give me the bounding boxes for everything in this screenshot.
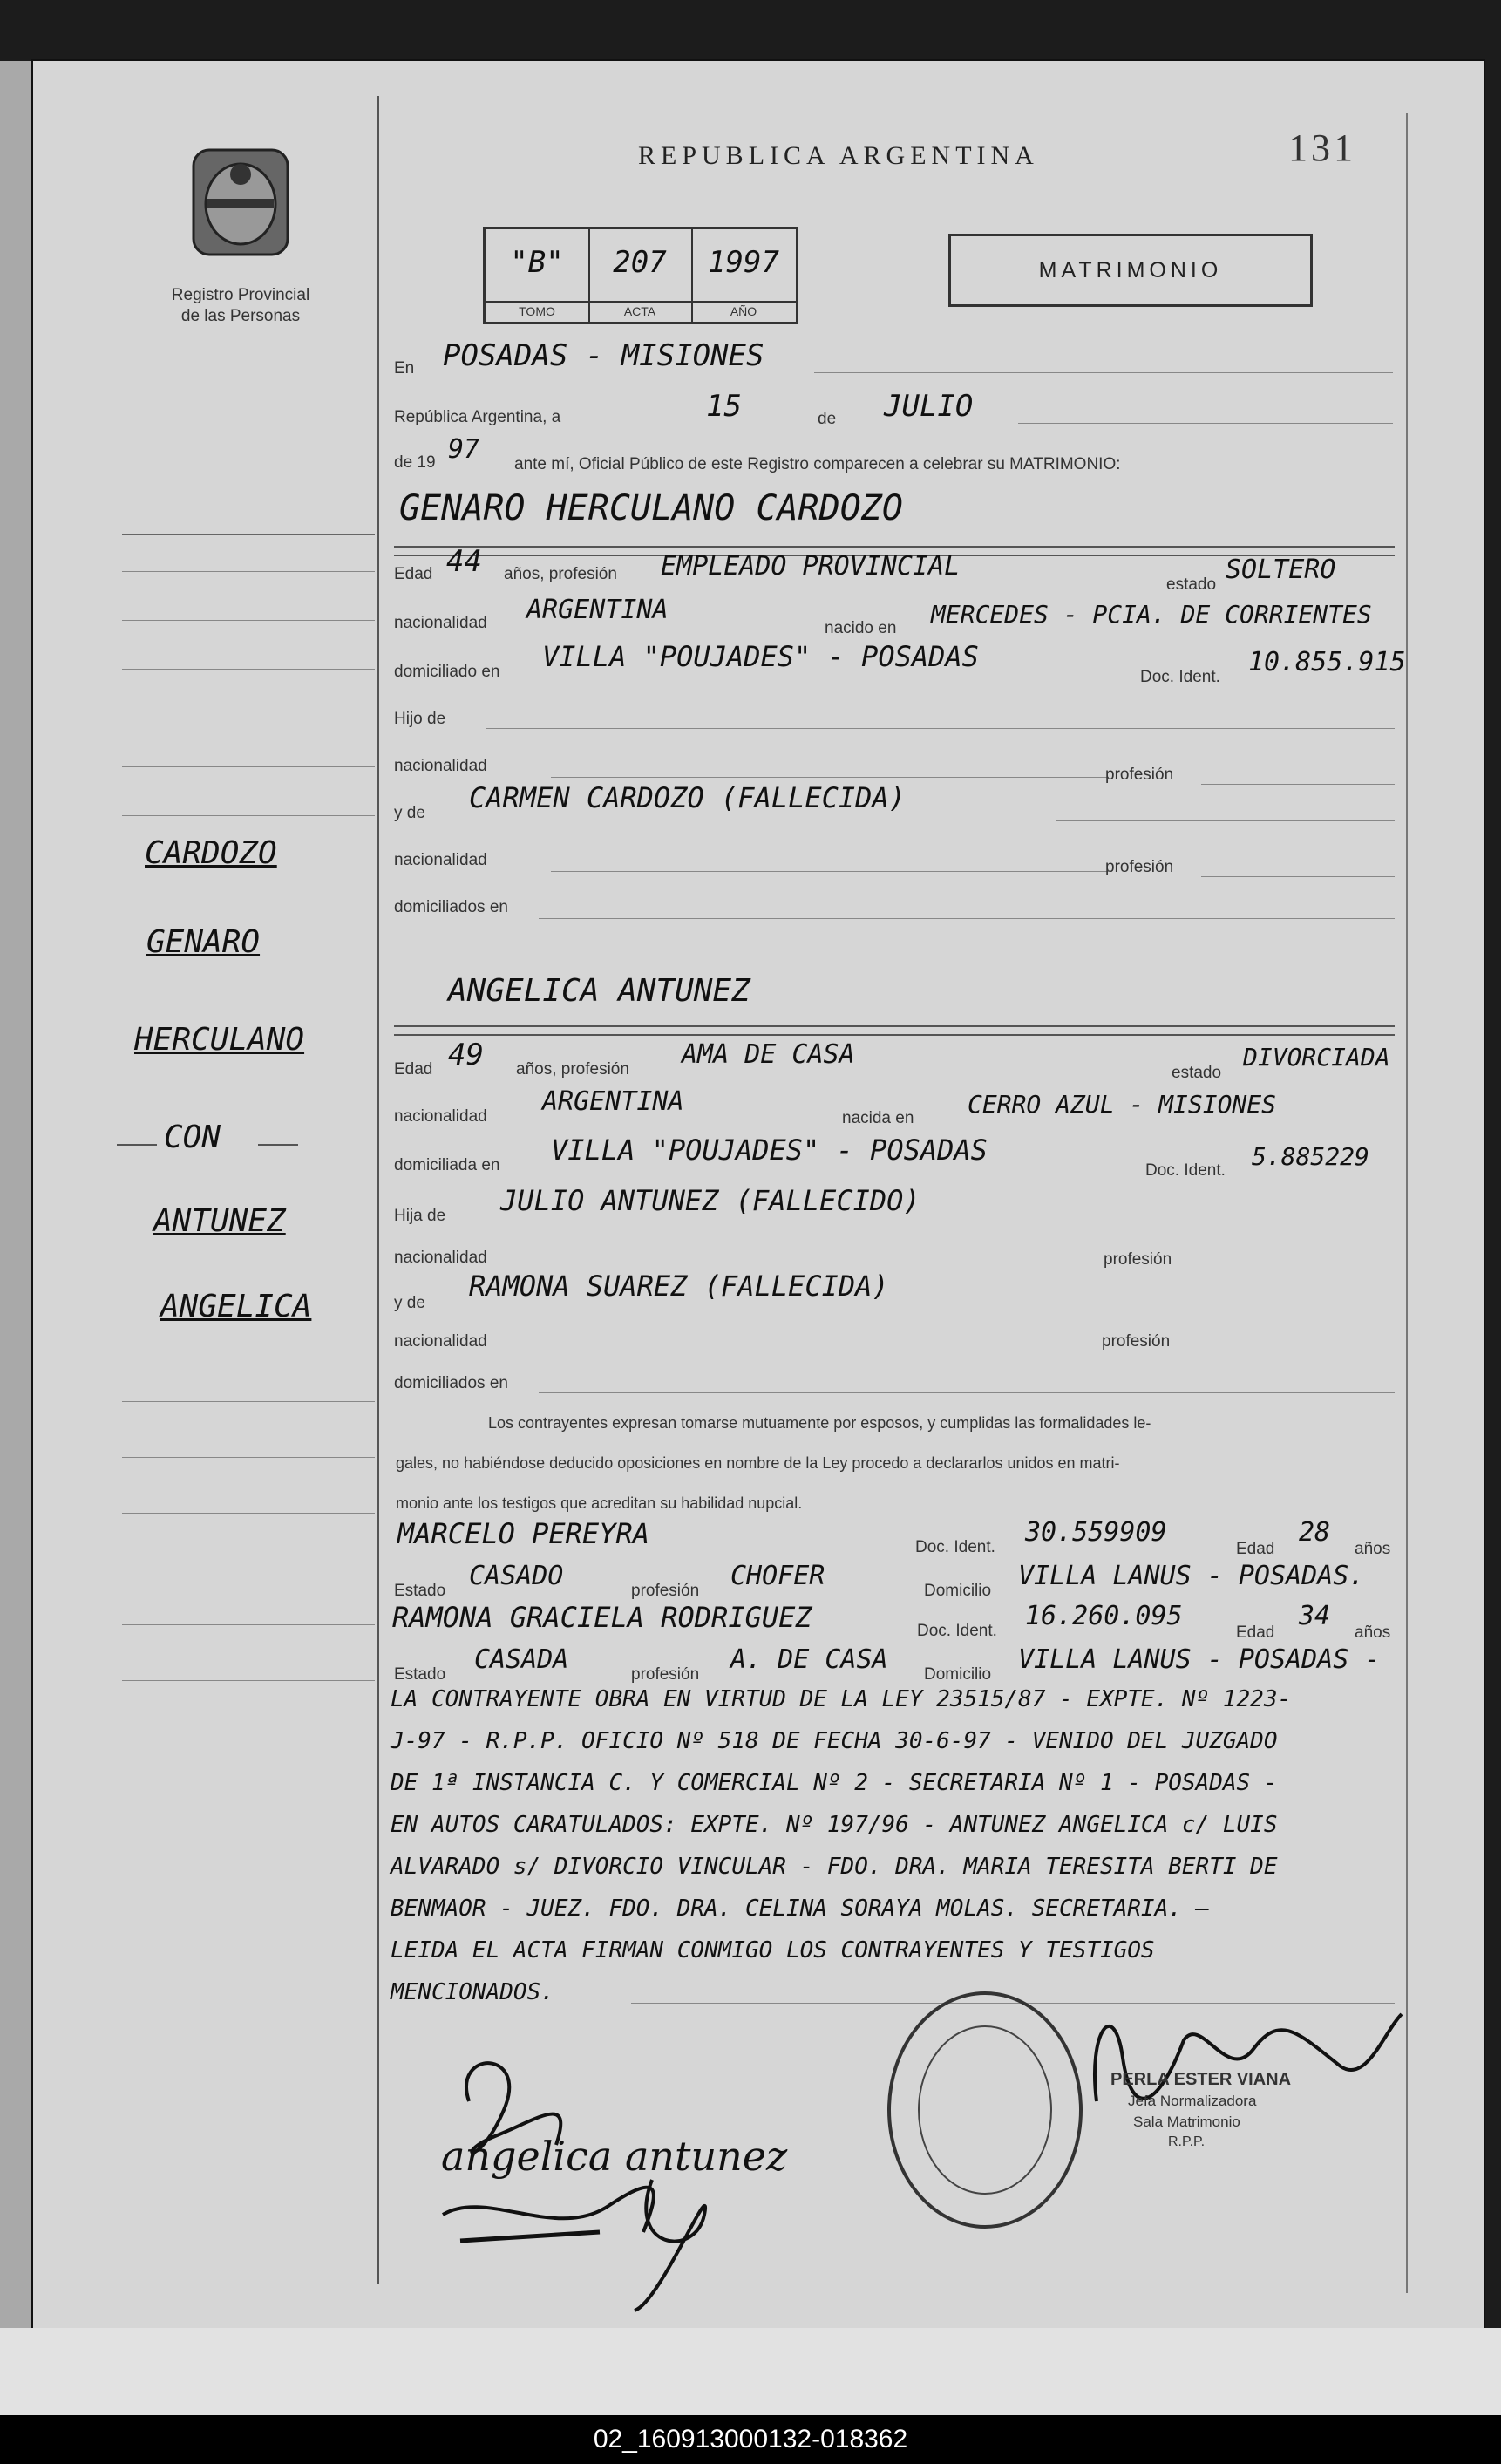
tomo-acta-ano-box: [483, 227, 798, 324]
groom-nac-label: nacionalidad: [394, 614, 487, 632]
witness2-marital: CASADA: [474, 1644, 569, 1675]
registry-seal-icon: [887, 1991, 1083, 2229]
groom-nac3-label: nacionalidad: [394, 851, 487, 869]
bride-doc-label: Doc. Ident.: [1145, 1161, 1226, 1180]
bride-nacida-label: nacida en: [842, 1109, 914, 1127]
scan-bottom-strip: [0, 2328, 1501, 2415]
witness1-doc-label: Doc. Ident.: [915, 1538, 995, 1556]
bride-edad-label: Edad: [394, 1060, 433, 1079]
groom-doms-label: domiciliados en: [394, 898, 508, 916]
witness2-profession: A. DE CASA: [730, 1644, 888, 1675]
record-type: MATRIMONIO: [1038, 257, 1223, 282]
groom-name: GENARO HERCULANO CARDOZO: [399, 488, 903, 528]
witness1-dom-label: Domicilio: [924, 1582, 992, 1600]
bride-nac2-label: nacionalidad: [394, 1249, 487, 1267]
bride-profession: AMA DE CASA: [682, 1039, 855, 1070]
bride-dom-label: domiciliada en: [394, 1156, 500, 1174]
bride-estado-label: estado: [1172, 1064, 1222, 1082]
official-name: PERLA ESTER VIANA: [1110, 2070, 1292, 2089]
note-line-6: BENMAOR - JUEZ. FDO. DRA. CELINA SORAYA MOLAS. SECRETARIA. —: [391, 1896, 1210, 1922]
ano-label: AÑO: [691, 301, 796, 318]
country-title: REPUBLICA ARGENTINA: [638, 141, 1039, 170]
tomo-cell: [486, 229, 590, 322]
note-line-4: EN AUTOS CARATULADOS: EXPTE. Nº 197/96 - ANTUNEZ ANGELICA c/ LUIS: [391, 1812, 1278, 1838]
groom-dom-label: domiciliado en: [394, 663, 500, 681]
official-title-2: Sala Matrimonio: [1133, 2113, 1240, 2130]
margin-name-2: GENARO: [146, 924, 261, 960]
groom-nationality: ARGENTINA: [526, 595, 669, 625]
register-page: [33, 61, 1484, 2328]
registry-name-line2: de las Personas: [180, 307, 301, 325]
groom-anos-prof-label: años, profesión: [504, 565, 617, 583]
bride-nac-label: nacionalidad: [394, 1107, 487, 1126]
groom-yde-label: y de: [394, 804, 425, 822]
bride-signature: angelica antunez: [441, 2133, 788, 2180]
bride-father: JULIO ANTUNEZ (FALLECIDO): [500, 1184, 920, 1217]
witness1-anos-label: años: [1355, 1540, 1391, 1558]
page-number: 131: [1288, 126, 1356, 169]
groom-birthplace: MERCEDES - PCIA. DE CORRIENTES: [931, 600, 1372, 629]
official-title-3: R.P.P.: [1168, 2134, 1206, 2149]
groom-nac2-label: nacionalidad: [394, 757, 487, 775]
declaration-line-3: monio ante los testigos que acreditan su habilidad nupcial.: [396, 1494, 803, 1512]
witness2-age: 34: [1299, 1601, 1331, 1631]
bride-age: 49: [448, 1038, 484, 1072]
right-rule: [1406, 113, 1408, 2293]
groom-age: 44: [446, 544, 482, 579]
groom-mother: CARMEN CARDOZO (FALLECIDA): [469, 781, 906, 814]
groom-profession: EMPLEADO PROVINCIAL: [661, 551, 961, 582]
groom-marital: SOLTERO: [1226, 555, 1336, 585]
note-line-5: ALVARADO s/ DIVORCIO VINCULAR - FDO. DRA. MARIA TERESITA BERTI DE: [391, 1854, 1278, 1880]
witness1-estado-label: Estado: [394, 1582, 446, 1600]
note-line-8: MENCIONADOS.: [391, 1979, 554, 2005]
day: 15: [706, 389, 742, 424]
de-label: de: [818, 410, 837, 428]
witness2-prof-label: profesión: [631, 1665, 700, 1684]
groom-hijo-label: Hijo de: [394, 710, 446, 728]
registry-name-line1: Registro Provincial: [171, 286, 310, 304]
witness1-edad-label: Edad: [1236, 1540, 1275, 1558]
note-line-3: DE 1ª INSTANCIA C. Y COMERCIAL Nº 2 - SECRETARIA Nº 1 - POSADAS -: [391, 1770, 1278, 1796]
binding-gutter: [0, 61, 33, 2328]
groom-address: VILLA "POUJADES" - POSADAS: [542, 640, 979, 673]
bride-hija-label: Hija de: [394, 1207, 446, 1225]
image-id-footer: 02_160913000132-018362: [0, 2415, 1501, 2464]
ano-value: 1997: [708, 245, 779, 280]
republica-label: República Argentina, a: [394, 408, 561, 426]
groom-prof2-label: profesión: [1105, 766, 1174, 784]
witness1-doc: 30.559909: [1025, 1517, 1167, 1548]
groom-estado-label: estado: [1166, 575, 1217, 594]
tomo-value: "B": [510, 245, 564, 280]
margin-name-4: CON: [164, 1120, 221, 1155]
bride-prof3-label: profesión: [1102, 1332, 1171, 1351]
margin-name-3: HERCULANO: [134, 1022, 305, 1058]
witness2-name: RAMONA GRACIELA RODRIGUEZ: [392, 1601, 812, 1634]
month: JULIO: [884, 389, 974, 424]
note-line-1: LA CONTRAYENTE OBRA EN VIRTUD DE LA LEY 23515/87 - EXPTE. Nº 1223-: [391, 1686, 1292, 1712]
note-line-2: J-97 - R.P.P. OFICIO Nº 518 DE FECHA 30-6-97 - VENIDO DEL JUZGADO: [391, 1728, 1278, 1754]
official-title-1: Jefa Normalizadora: [1128, 2093, 1257, 2109]
witness2-dom-label: Domicilio: [924, 1665, 992, 1684]
year-prefix: de 19: [394, 453, 436, 472]
margin-name-1: CARDOZO: [145, 835, 277, 871]
ano-cell: [691, 229, 796, 322]
acta-value: 207: [613, 245, 667, 280]
witness2-doc: 16.260.095: [1025, 1601, 1183, 1631]
note-line-7: LEIDA EL ACTA FIRMAN CONMIGO LOS CONTRAYENTES Y TESTIGOS: [391, 1937, 1155, 1964]
bride-nac3-label: nacionalidad: [394, 1332, 487, 1351]
year-suffix: 97: [448, 434, 480, 465]
witness2-address: VILLA LANUS - POSADAS -: [1018, 1644, 1381, 1675]
witness1-marital: CASADO: [469, 1561, 564, 1591]
declaration-line-1: Los contrayentes expresan tomarse mutuamente por esposos, y cumplidas las formalidades le-: [488, 1414, 1151, 1432]
witness1-address: VILLA LANUS - POSADAS.: [1018, 1561, 1365, 1591]
bride-anos-prof-label: años, profesión: [516, 1060, 629, 1079]
bride-address: VILLA "POUJADES" - POSADAS: [551, 1133, 988, 1167]
place: POSADAS - MISIONES: [443, 338, 764, 373]
margin-name-5: ANTUNEZ: [153, 1203, 286, 1239]
groom-prof3-label: profesión: [1105, 858, 1174, 876]
record-type-box: [948, 234, 1313, 307]
witness2-doc-label: Doc. Ident.: [917, 1622, 997, 1640]
acta-cell: [588, 229, 693, 322]
witness1-age: 28: [1299, 1517, 1331, 1548]
bride-doc: 5.885229: [1252, 1142, 1369, 1171]
witness1-profession: CHOFER: [730, 1561, 825, 1591]
margin-rule: [377, 96, 379, 2284]
groom-doc: 10.855.915: [1248, 647, 1406, 677]
bride-yde-label: y de: [394, 1294, 425, 1312]
groom-doc-label: Doc. Ident.: [1140, 668, 1220, 686]
bride-birthplace: CERRO AZUL - MISIONES: [968, 1090, 1277, 1119]
signature-scribbles-icon: [434, 2040, 748, 2319]
bride-mother: RAMONA SUAREZ (FALLECIDA): [469, 1269, 889, 1303]
bride-prof2-label: profesión: [1104, 1250, 1172, 1269]
declaration-line-2: gales, no habiéndose deducido oposiciones en nombre de la Ley procedo a declararlos unidos en matri-: [396, 1454, 1120, 1472]
acta-label: ACTA: [588, 301, 691, 318]
witness2-anos-label: años: [1355, 1623, 1391, 1642]
witness2-estado-label: Estado: [394, 1665, 446, 1684]
appear-text: ante mí, Oficial Público de este Registro comparecen a celebrar su MATRIMONIO:: [514, 455, 1121, 473]
witness2-edad-label: Edad: [1236, 1623, 1275, 1642]
bride-marital: DIVORCIADA: [1243, 1043, 1390, 1072]
bride-nationality: ARGENTINA: [542, 1086, 684, 1117]
margin-name-6: ANGELICA: [160, 1289, 312, 1324]
bride-name: ANGELICA ANTUNEZ: [448, 973, 750, 1009]
en-label: En: [394, 359, 415, 378]
witness1-name: MARCELO PEREYRA: [397, 1517, 649, 1550]
witness1-prof-label: profesión: [631, 1582, 700, 1600]
groom-nacido-label: nacido en: [825, 619, 897, 637]
coat-of-arms-icon: [188, 148, 293, 260]
tomo-label: TOMO: [486, 301, 588, 318]
groom-edad-label: Edad: [394, 565, 433, 583]
bride-doms-label: domiciliados en: [394, 1374, 508, 1392]
